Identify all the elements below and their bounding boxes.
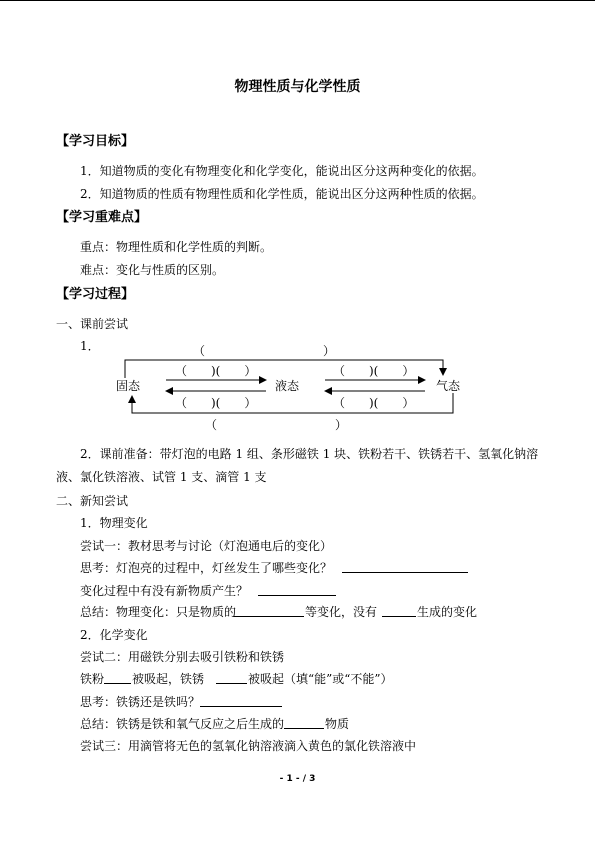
item-1-number: 1． <box>80 339 100 353</box>
prep-line-1: 2．课前准备：带灯泡的电路 1 组、条形磁铁 1 块、铁粉若干、铁锈若干、氢氧化钠溶 <box>80 447 539 461</box>
chemical-change-heading: 2．化学变化 <box>80 628 148 642</box>
think-1: 思考：灯泡亮的过程中，灯丝发生了哪些变化？ <box>80 561 333 575</box>
answer-blank-physical-1[interactable] <box>234 616 304 617</box>
paren-bottom-close: ） <box>335 418 348 432</box>
part2-heading: 二、新知尝试 <box>56 494 129 508</box>
iron-line-part-a: 铁粉 <box>80 672 105 686</box>
summary-1-part-c: 生成的变化 <box>417 605 478 619</box>
try-1: 尝试一：教材思考与讨论（灯泡通电后的变化） <box>80 539 333 553</box>
key-point: 重点：物理性质和化学性质的判断。 <box>80 240 273 254</box>
goal-2: 2．知道物质的性质有物理性质和化学性质，能说出区分这两种性质的依据。 <box>80 187 484 201</box>
goal-1: 1．知道物质的变化有物理变化和化学变化，能说出区分这两种变化的依据。 <box>80 164 484 178</box>
blank-solid-liquid-top: （ )( ） <box>175 364 257 378</box>
state-liquid: 液态 <box>275 379 300 393</box>
summary-2-part-b: 物质 <box>325 717 350 731</box>
blank-solid-liquid-bottom: （ )( ） <box>175 396 257 410</box>
paren-top-open: （ <box>193 344 206 358</box>
goals-heading: 【学习目标】 <box>56 134 135 149</box>
state-solid: 固态 <box>116 379 141 393</box>
process-heading: 【学习过程】 <box>56 287 135 302</box>
summary-2-part-a: 总结：铁锈是铁和氧气反应之后生成的 <box>80 717 285 731</box>
try-2: 尝试二：用磁铁分别去吸引铁粉和铁锈 <box>80 650 285 664</box>
page-number: - 1 - / 3 <box>279 774 316 784</box>
summary-1-part-b: 等变化，没有 <box>305 605 378 619</box>
state-gas: 气态 <box>436 379 461 393</box>
difficulty-point: 难点：变化与性质的区别。 <box>80 263 225 277</box>
physical-change-heading: 1．物理变化 <box>80 516 148 530</box>
iron-line-part-b: 被吸起，铁锈 <box>132 672 205 686</box>
paren-top-close: ） <box>323 344 336 358</box>
part1-heading: 一、课前尝试 <box>56 317 129 331</box>
page-title: 物理性质与化学性质 <box>234 79 361 95</box>
answer-blank-rust[interactable] <box>216 683 247 684</box>
answer-blank-new-substance[interactable] <box>258 595 336 596</box>
key-points-heading: 【学习重难点】 <box>56 210 148 225</box>
iron-line-part-c: 被吸起（填“能”或“不能”） <box>248 672 393 686</box>
think-2: 思考：铁锈还是铁吗？ <box>80 695 201 709</box>
answer-blank-iron-powder[interactable] <box>104 683 131 684</box>
question-new-substance: 变化过程中有没有新物质产生？ <box>80 584 249 598</box>
blank-liquid-gas-top: （ )( ） <box>333 364 415 378</box>
answer-blank-filament[interactable] <box>342 572 468 573</box>
try-3: 尝试三：用滴管将无色的氢氧化钠溶液滴入黄色的氯化铁溶液中 <box>80 739 417 753</box>
prep-line-2: 液、氯化铁溶液、试管 1 支、滴管 1 支 <box>56 470 267 484</box>
answer-blank-rust-iron[interactable] <box>200 706 282 707</box>
answer-blank-physical-2[interactable] <box>382 616 416 617</box>
paren-bottom-open: （ <box>205 418 218 432</box>
blank-liquid-gas-bottom: （ )( ） <box>333 396 415 410</box>
answer-blank-rust-substance[interactable] <box>284 728 324 729</box>
summary-1-part-a: 总结：物理变化：只是物质的 <box>80 605 237 619</box>
